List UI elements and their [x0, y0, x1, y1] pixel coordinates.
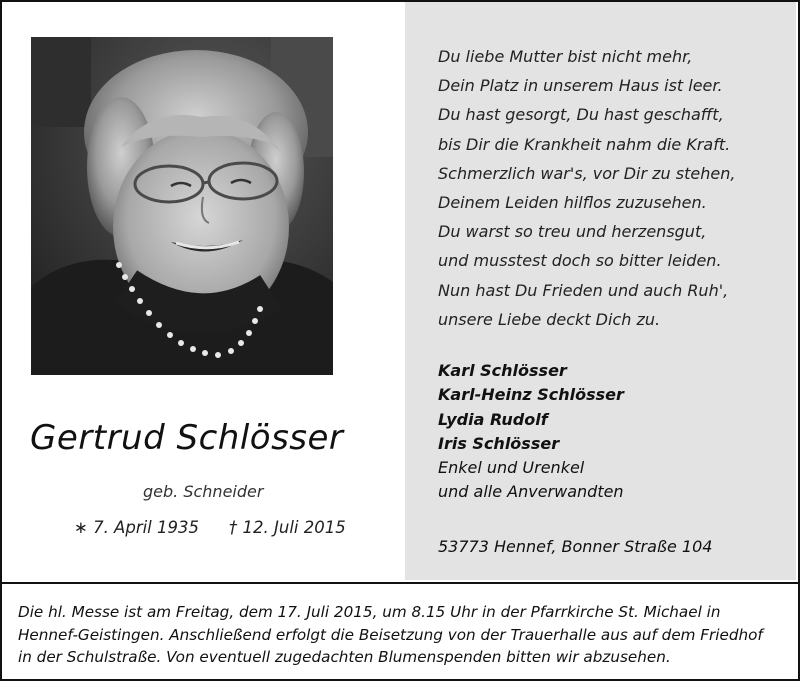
mourner-name: Karl-Heinz Schlösser: [438, 385, 624, 405]
death-date: † 12. Juli 2015: [229, 518, 346, 537]
funeral-details: [18, 601, 793, 669]
poem-line: bis Dir die Krankheit nahm die Kraft.: [438, 134, 731, 154]
poem-line: Du hast gesorgt, Du hast geschafft,: [438, 105, 724, 125]
footer-line: Hennef-Geistingen. Anschließend erfolgt die Beisetzung von der Trauerhalle aus auf dem Friedhof: [18, 625, 763, 644]
mourner-group: Enkel und Urenkel: [438, 458, 585, 478]
deceased-name: Gertrud Schlösser: [30, 418, 344, 458]
mourner-name: Lydia Rudolf: [438, 409, 548, 429]
birth-date: ∗ 7. April 1935: [74, 518, 200, 537]
memorial-poem: [438, 42, 788, 334]
footer-line: in der Schulstraße. Von eventuell zugedachten Blumenspenden bitten wir abzusehen.: [18, 648, 671, 666]
mourner-group: und alle Anverwandten: [438, 482, 624, 502]
poem-line: Deinem Leiden hilflos zuzusehen.: [438, 193, 707, 213]
poem-line: unsere Liebe deckt Dich zu.: [438, 309, 661, 329]
section-divider: [2, 582, 798, 584]
life-dates: [74, 518, 346, 537]
mourner-name: Karl Schlösser: [438, 361, 567, 380]
poem-line: Du liebe Mutter bist nicht mehr,: [438, 47, 693, 66]
poem-line: und musstest doch so bitter leiden.: [438, 251, 722, 271]
maiden-name: geb. Schneider: [143, 482, 264, 501]
mourners-list: [438, 359, 788, 505]
poem-line: Dein Platz in unserem Haus ist leer.: [438, 76, 723, 96]
mourner-name: Iris Schlösser: [438, 433, 560, 453]
portrait-photo: [31, 37, 333, 375]
poem-line: Schmerzlich war's, vor Dir zu stehen,: [438, 163, 736, 183]
poem-line: Nun hast Du Frieden und auch Ruh',: [438, 280, 729, 300]
family-address: 53773 Hennef, Bonner Straße 104: [438, 537, 713, 556]
footer-line: Die hl. Messe ist am Freitag, dem 17. Juli 2015, um 8.15 Uhr in der Pfarrkirche St. Michael in: [18, 603, 721, 621]
poem-line: Du warst so treu und herzensgut,: [438, 222, 707, 242]
